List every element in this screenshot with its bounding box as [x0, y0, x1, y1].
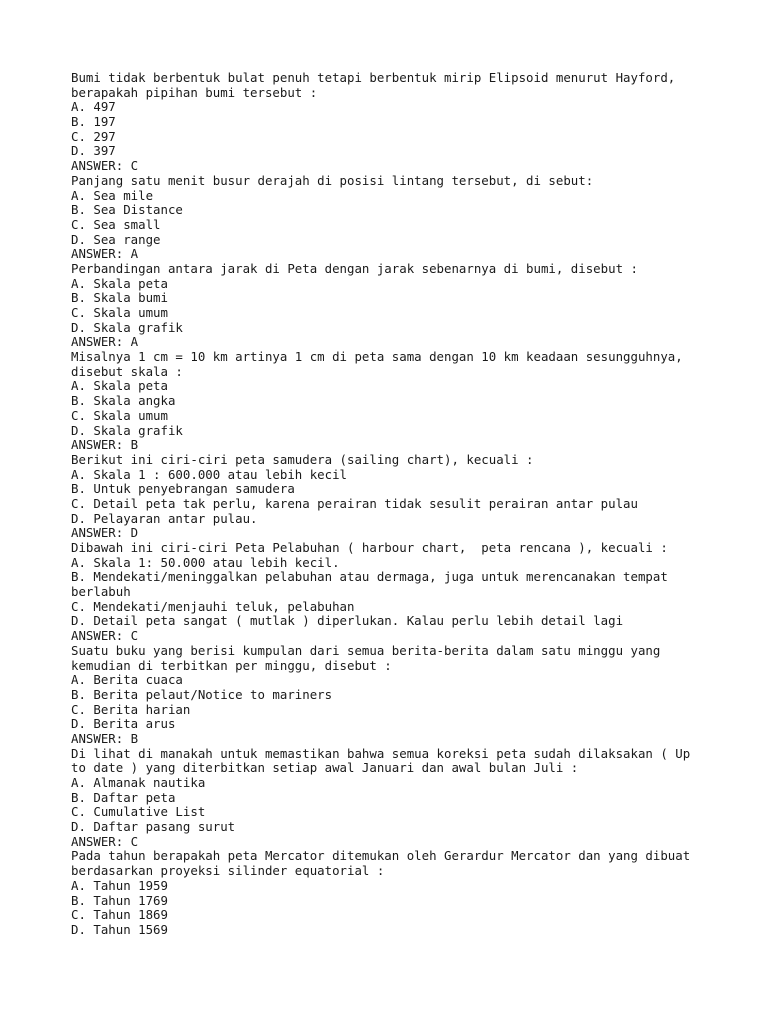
- answer-option: D. Daftar pasang surut: [71, 819, 236, 835]
- question-text: Perbandingan antara jarak di Peta dengan jarak sebenarnya di bumi, disebut :: [71, 260, 638, 276]
- answer-key: ANSWER: C: [71, 833, 139, 849]
- answer-option: C. Cumulative List: [71, 804, 206, 820]
- answer-option: D. Pelayaran antar pulau.: [71, 510, 258, 526]
- question-text: berdasarkan proyeksi silinder equatorial :: [71, 863, 385, 879]
- answer-option: berlabuh: [71, 584, 131, 600]
- answer-option: C. Mendekati/menjauhi teluk, pelabuhan: [71, 598, 355, 614]
- answer-option: C. Berita harian: [71, 701, 191, 717]
- answer-option: B. Sea Distance: [71, 202, 183, 218]
- answer-option: C. Skala umum: [71, 305, 168, 320]
- answer-option: B. Berita pelaut/Notice to mariners: [71, 686, 333, 702]
- answer-option: D. Berita arus: [71, 716, 176, 732]
- answer-option: D. Tahun 1569: [71, 921, 168, 937]
- answer-option: D. Detail peta sangat ( mutlak ) diperlukan. Kalau perlu lebih detail lagi: [71, 613, 624, 629]
- question-text: Bumi tidak berbentuk bulat penuh tetapi berbentuk mirip Elipsoid menurut Hayford,: [71, 70, 676, 85]
- answer-option: B. Tahun 1769: [71, 892, 168, 908]
- answer-option: C. 297: [71, 128, 116, 144]
- answer-key: ANSWER: A: [71, 334, 139, 350]
- question-text: Panjang satu menit busur derajah di posisi lintang tersebut, di sebut:: [71, 172, 594, 188]
- question-block: [71, 350, 711, 453]
- answer-option: A. Skala peta: [71, 378, 168, 394]
- question-text: Di lihat di manakah untuk memastikan bahwa semua koreksi peta sudah dilaksakan ( Up: [71, 745, 691, 761]
- answer-option: C. Skala umum: [71, 407, 168, 423]
- answer-option: A. Skala 1 : 600.000 atau lebih kecil: [71, 466, 348, 482]
- question-block: [71, 174, 711, 262]
- answer-option: D. Skala grafik: [71, 319, 183, 335]
- answer-option: B. Untuk penyebrangan samudera: [71, 481, 295, 497]
- answer-key: ANSWER: C: [71, 158, 139, 174]
- question-block: [71, 644, 711, 747]
- answer-option: C. Sea small: [71, 216, 161, 232]
- answer-key: ANSWER: B: [71, 730, 139, 746]
- question-text: Misalnya 1 cm = 10 km artinya 1 cm di peta sama dengan 10 km keadaan sesungguhnya,: [71, 349, 683, 365]
- answer-option: A. Sea mile: [71, 187, 154, 203]
- answer-option: A. Berita cuaca: [71, 672, 183, 688]
- answer-option: B. Mendekati/meninggalkan pelabuhan atau dermaga, juga untuk merencanakan tempat: [71, 569, 668, 585]
- answer-key: ANSWER: D: [71, 525, 139, 541]
- question-text: Dibawah ini ciri-ciri Peta Pelabuhan ( harbour chart, peta rencana ), kecuali :: [71, 540, 668, 555]
- answer-option: B. Skala angka: [71, 393, 176, 409]
- answer-option: D. Sea range: [71, 231, 161, 247]
- question-block: [71, 849, 711, 937]
- answer-key: ANSWER: A: [71, 246, 139, 262]
- answer-key: ANSWER: C: [71, 628, 139, 644]
- answer-option: C. Detail peta tak perlu, karena perairan tidak sesulit perairan antar pulau: [71, 495, 638, 511]
- question-text: disebut skala :: [71, 363, 183, 379]
- answer-option: A. 497: [71, 99, 116, 115]
- question-text: Pada tahun berapakah peta Mercator ditemukan oleh Gerardur Mercator dan yang dibuat: [71, 848, 691, 864]
- question-block: [71, 71, 711, 174]
- answer-option: C. Tahun 1869: [71, 907, 168, 923]
- question-block: [71, 541, 711, 644]
- answer-option: A. Skala peta: [71, 275, 168, 291]
- answer-option: A. Almanak nautika: [71, 775, 206, 790]
- question-block: [71, 747, 711, 850]
- answer-option: A. Skala 1: 50.000 atau lebih kecil.: [71, 554, 340, 570]
- question-text: Berikut ini ciri-ciri peta samudera (sailing chart), kecuali :: [71, 451, 534, 467]
- answer-option: B. Skala bumi: [71, 290, 168, 306]
- answer-key: ANSWER: B: [71, 437, 139, 453]
- question-text: to date ) yang diterbitkan setiap awal Januari dan awal bulan Juli :: [71, 760, 579, 776]
- question-block: [71, 453, 711, 541]
- answer-option: D. 397: [71, 143, 116, 159]
- answer-option: B. 197: [71, 114, 116, 130]
- answer-option: D. Skala grafik: [71, 422, 183, 438]
- question-text: kemudian di terbitkan per minggu, disebut :: [71, 657, 392, 673]
- question-block: [71, 262, 711, 350]
- answer-option: B. Daftar peta: [71, 789, 176, 805]
- question-text: berapakah pipihan bumi tersebut :: [71, 84, 318, 100]
- question-text: Suatu buku yang berisi kumpulan dari semua berita-berita dalam satu minggu yang: [71, 642, 661, 658]
- answer-option: A. Tahun 1959: [71, 877, 168, 893]
- document-body: [71, 71, 711, 938]
